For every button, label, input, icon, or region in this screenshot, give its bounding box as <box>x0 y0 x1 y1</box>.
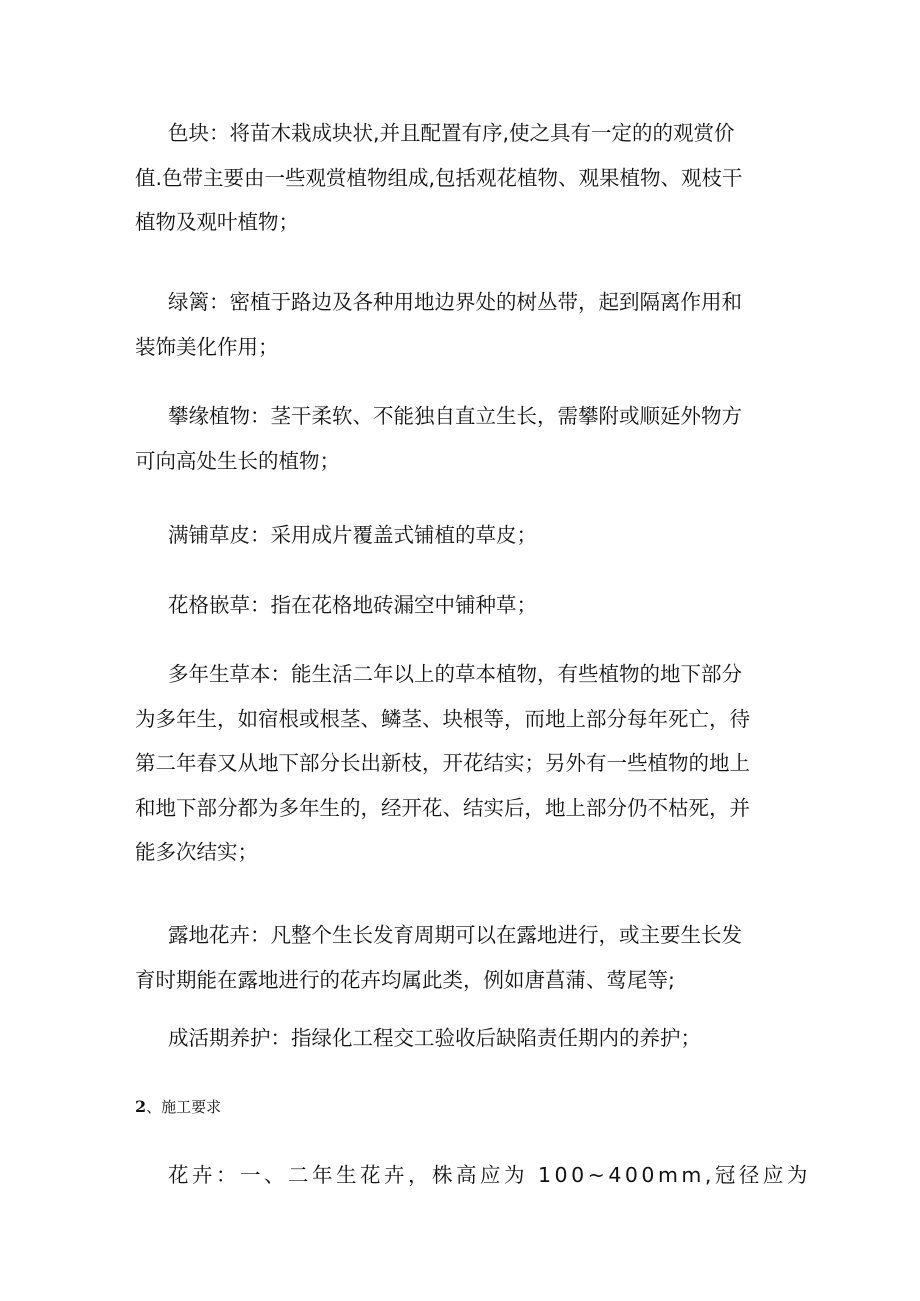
paragraph-line: 为多年生，如宿根或根茎、鳞茎、块根等，而地上部分每年死亡，待 <box>135 706 750 731</box>
section-number: 2 <box>135 1097 147 1116</box>
paragraph-line: 满铺草皮：采用成片覆盖式铺植的草皮； <box>168 523 537 547</box>
paragraph-line: 能多次结实； <box>135 840 258 864</box>
paragraph-line: 装饰美化作用； <box>135 334 279 359</box>
section-title: 、施工要求 <box>146 1098 222 1116</box>
paragraph-line: 花格嵌草：指在花格地砖漏空中铺种草； <box>168 593 537 617</box>
paragraph-climbing-plants <box>135 394 785 483</box>
paragraph-line: 色块：将苗木栽成块状,并且配置有序,使之具有一定的的观赏价 <box>168 121 735 145</box>
paragraph-grid-grass <box>135 583 785 628</box>
paragraph-line: 值.色带主要由一些观赏植物组成,包括观花植物、观果植物、观枝干 <box>135 165 743 190</box>
paragraph-line: 植物及观叶植物； <box>135 210 299 234</box>
paragraph-outdoor-flowers <box>135 913 785 1002</box>
paragraph-full-turf <box>135 513 785 558</box>
section-heading <box>135 1096 221 1118</box>
paragraph-line: 花卉：一、二年生花卉，株高应为 100~400mm,冠径应为 <box>168 1163 811 1187</box>
paragraph-line: 育时期能在露地进行的花卉均属此类，例如唐菖蒲、莺尾等; <box>135 967 675 992</box>
paragraph-flowers <box>135 1153 811 1198</box>
paragraph-perennial-herbs <box>135 652 785 875</box>
paragraph-line: 第二年春又从地下部分长出新枝，开花结实；另外有一些植物的地上 <box>135 751 750 775</box>
paragraph-line: 可向高处生长的植物； <box>135 448 340 473</box>
paragraph-line: 露地花卉：凡整个生长发育周期可以在露地进行，或主要生长发 <box>168 923 742 947</box>
paragraph-hedge <box>135 280 785 369</box>
paragraph-line: 绿篱：密植于路边及各种用地边界处的树丛带，起到隔离作用和 <box>168 290 742 314</box>
paragraph-line: 攀缘植物：茎干柔软、不能独自直立生长，需攀附或顺延外物方 <box>168 404 742 428</box>
paragraph-survival-maintenance <box>135 1016 785 1061</box>
paragraph-line: 成活期养护：指绿化工程交工验收后缺陷责任期内的养护； <box>168 1026 701 1050</box>
paragraph-color-block <box>135 111 785 245</box>
paragraph-line: 和地下部分都为多年生的，经开花、结实后，地上部分仍不枯死，并 <box>135 795 750 820</box>
paragraph-line: 多年生草本：能生活二年以上的草本植物，有些植物的地下部分 <box>168 662 742 686</box>
